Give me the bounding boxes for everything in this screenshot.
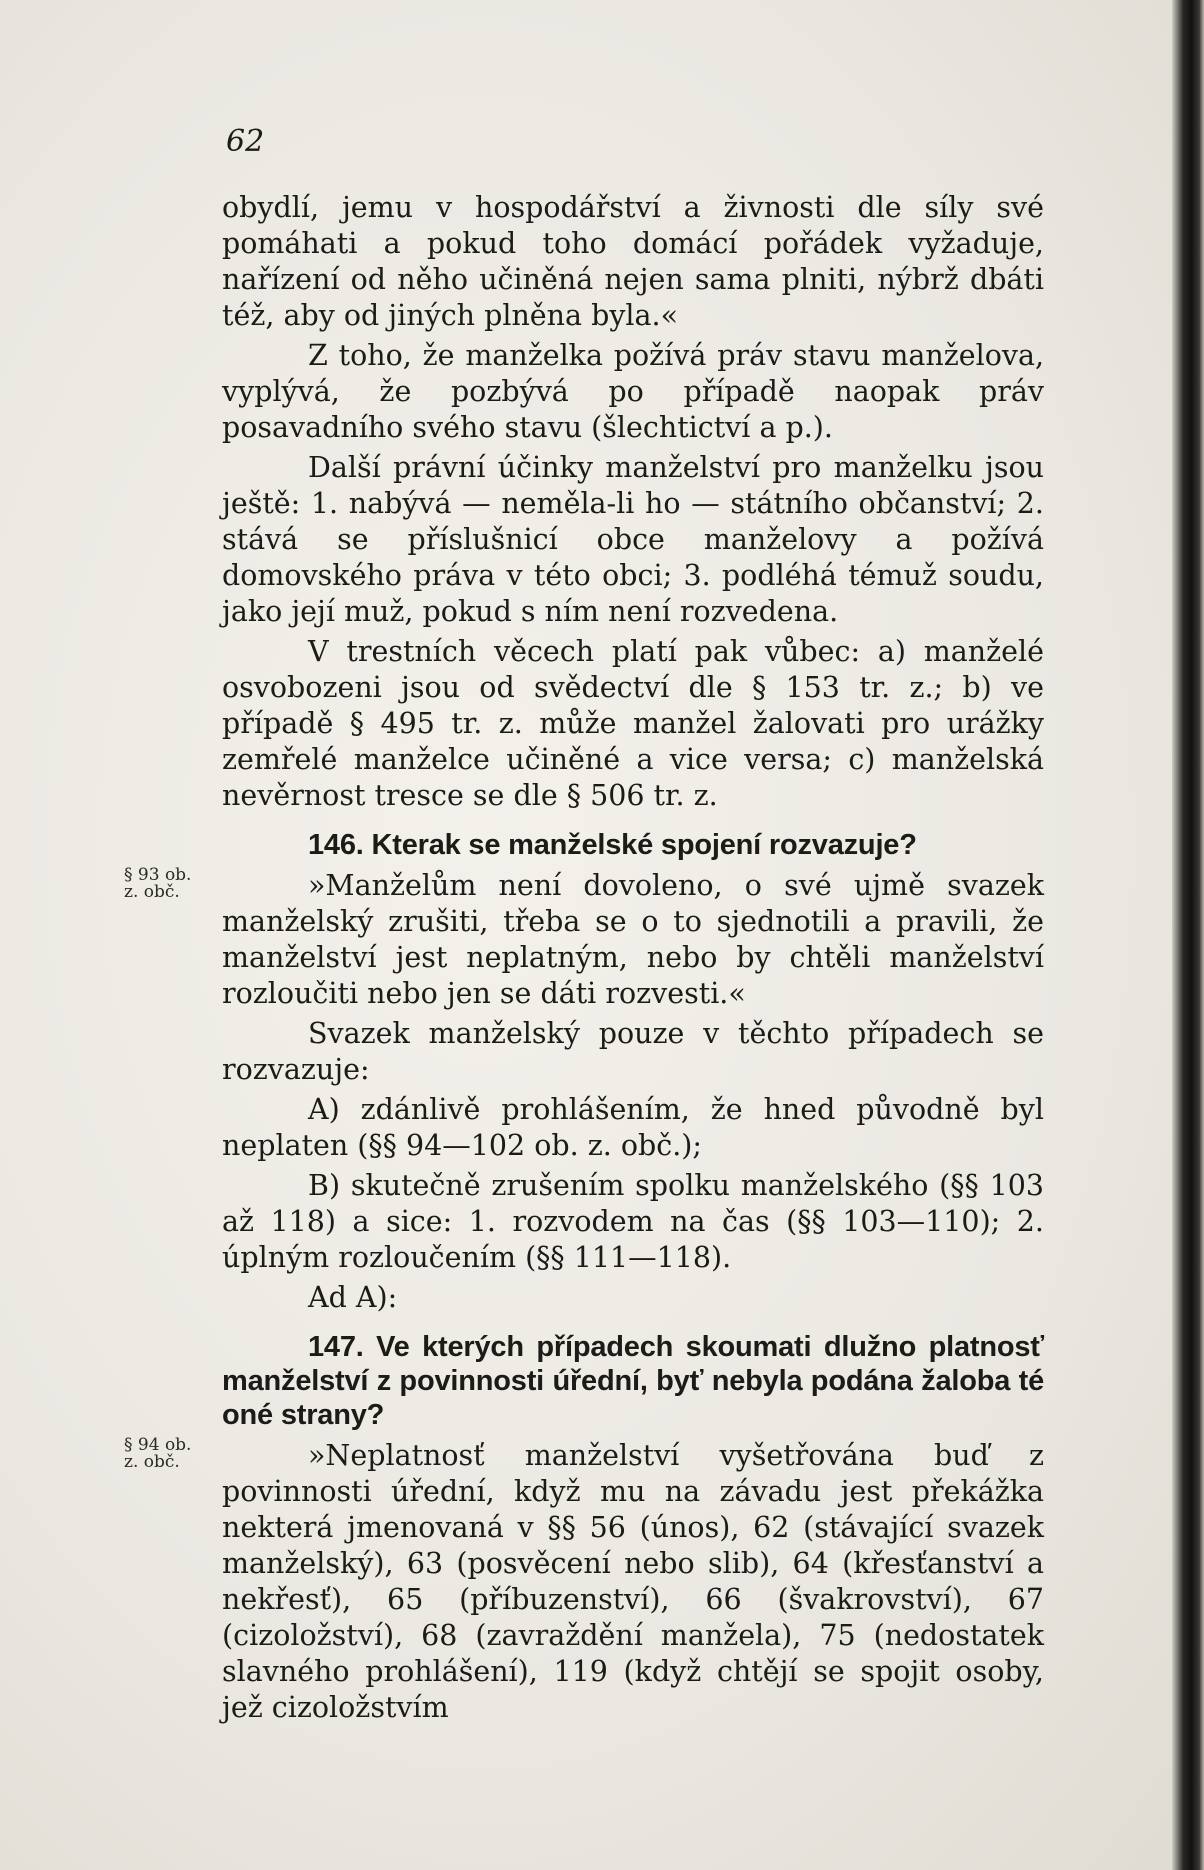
paragraph: Svazek manželský pouze v těchto případech se rozvazuje: <box>222 1017 1044 1086</box>
margin-ref-line: § 93 ob. <box>124 865 192 885</box>
paragraph: V trestních věcech platí pak vůbec: a) manželé osvobozeni jsou od svědectví dle § 153 tr. z.; b) ve případě § 495 tr. z. může manžel žalovati pro urážky zemřelé manželce učiněné a vice versa; c) manželská nevěrnost tresce se dle § 506 tr. z. <box>222 635 1044 812</box>
question-heading-146: 146. Kterak se manželské spojení rozvazuje? <box>308 829 917 861</box>
paragraph-continuation: obydlí, jemu v hospodářství a živnosti dle síly své pomáhati a pokud toho domácí pořádek vyžaduje, nařízení od něho učiněná nejen sama plniti, nýbrž dbáti též, aby od jiných plněna byla.« <box>222 191 1044 332</box>
paragraph: Z toho, že manželka požívá práv stavu manželova, vyplývá, že pozbývá po případě naopak práv posavadního svého stavu (šlechtictví a p.). <box>222 339 1044 444</box>
paragraph-quote: »Neplatnosť manželství vyšetřována buď z povinnosti úřední, když mu na závadu jest překážka nekterá jmenovaná v §§ 56 (únos), 62 (stávající svazek manželský), 63 (posvěcení nebo slib), 64 (křesťanství a nekřesť), 65 (příbuzenství), 66 (švakrovství), 67 (cizoložství), 68 (zavraždění manžela), 75 (nedostatek slavného prohlášení), 119 (když chtějí se spojit osoby, jež cizoložstvím <box>222 1439 1044 1724</box>
margin-ref-line: z. obč. <box>124 1452 180 1472</box>
paragraph-case-a: A) zdánlivě prohlášením, že hned původně byl neplaten (§§ 94—102 ob. z. obč.); <box>222 1093 1044 1162</box>
paragraph-case-b: B) skutečně zrušením spolku manželského (§§ 103 až 118) a sice: 1. rozvodem na čas (§§ 103—110); 2. úplným rozloučením (§§ 111—118). <box>222 1169 1044 1274</box>
question-heading-147: 147. Ve kterých případech skoumati dlužno platnosť manželství z povinnosti úřední, byť nebyla podána žaloba té oné strany? <box>222 1331 1044 1431</box>
margin-reference-146 <box>124 867 214 901</box>
margin-reference-147 <box>124 1437 214 1471</box>
margin-ref-line: § 94 ob. <box>124 1435 192 1455</box>
page-body <box>222 190 1044 1730</box>
paragraph-ad-a: Ad A): <box>308 1281 398 1314</box>
page-number: 62 <box>226 124 265 159</box>
paragraph-quote: »Manželům není dovoleno, o své ujmě svazek manželský zrušiti, třeba se o to sjednotili a pravili, že manželství jest neplatným, nebo by chtěli manželství rozloučiti nebo jen se dáti rozvesti.« <box>222 869 1044 1010</box>
book-binding-edge <box>1172 0 1204 1870</box>
paragraph: Další právní účinky manželství pro manželku jsou ještě: 1. nabývá — neměla-li ho — státního občanství; 2. stává se příslušnicí obce manželovy a požívá domovského práva v této obci; 3. podléhá témuž soudu, jako její muž, pokud s ním není rozvedena. <box>222 451 1044 628</box>
margin-ref-line: z. obč. <box>124 882 180 902</box>
